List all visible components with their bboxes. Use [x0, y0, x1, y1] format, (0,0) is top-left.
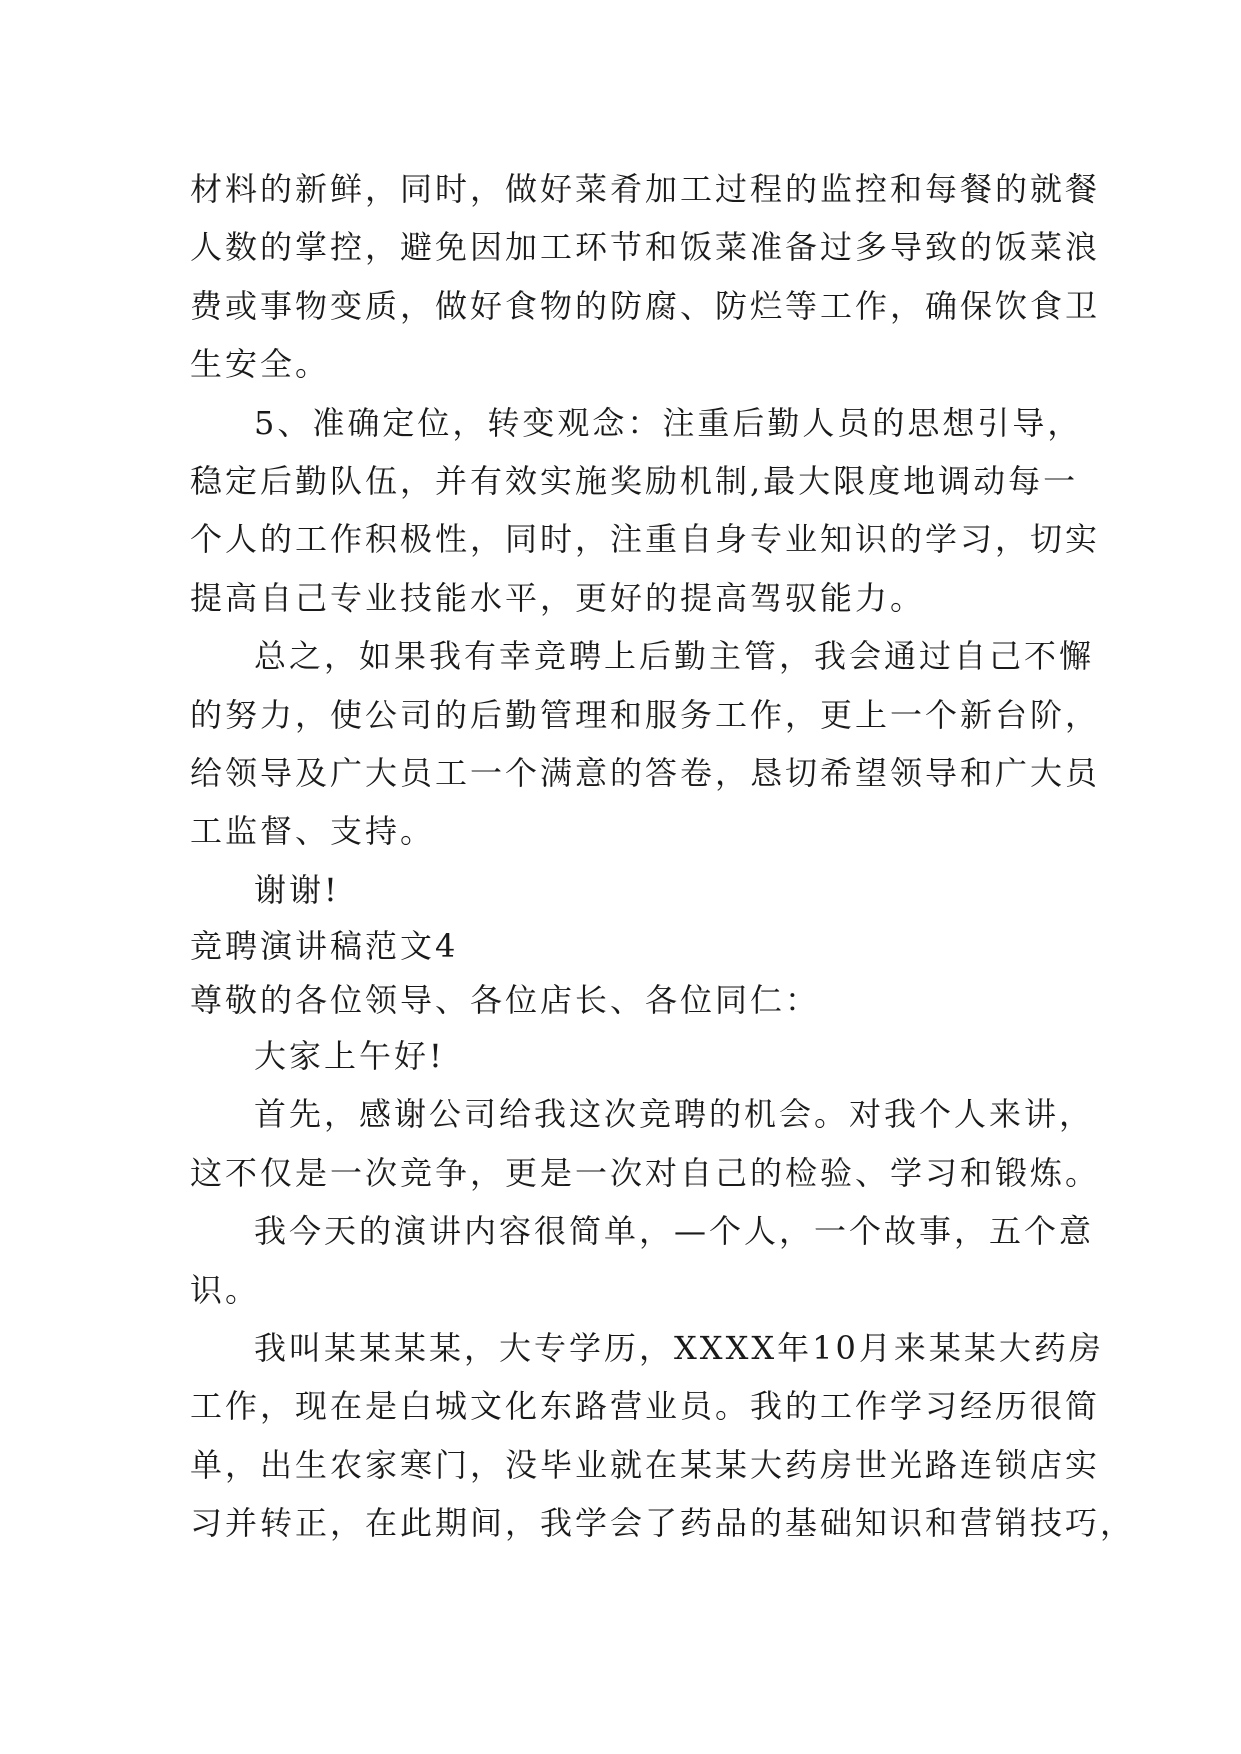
- document-body: [190, 160, 1136, 1553]
- paragraph-line: 5、准确定位，转变观念：注重后勤人员的思想引导，: [254, 403, 1083, 442]
- paragraph-line: 首先，感谢公司给我这次竞聘的机会。对我个人来讲，: [254, 1095, 1095, 1134]
- paragraph-line: 人数的掌控，避免因加工环节和饭菜准备过多导致的饭菜浪: [190, 228, 1101, 267]
- paragraph-line: 材料的新鲜，同时，做好菜肴加工过程的监控和每餐的就餐: [190, 170, 1101, 208]
- heading-line: 尊敬的各位领导、各位店长、各位同仁：: [190, 981, 821, 1020]
- paragraph-line: 工监督、支持。: [190, 812, 436, 851]
- paragraph-line: 识。: [190, 1270, 261, 1309]
- paragraph-line: 习并转正，在此期间，我学会了药品的基础知识和营销技巧，: [190, 1504, 1136, 1543]
- paragraph-line: 谢谢!: [254, 870, 340, 909]
- paragraph-line: 稳定后勤队伍，并有效实施奖励机制,最大限度地调动每一: [190, 461, 1079, 500]
- paragraph-line: 生安全。: [190, 345, 331, 384]
- paragraph-line: 个人的工作积极性，同时，注重自身专业知识的学习，切实: [190, 520, 1101, 559]
- paragraph-line: 我今天的演讲内容很简单，—个人，一个故事，五个意: [254, 1212, 1095, 1251]
- paragraph-line: 我叫某某某某，大专学历，XXXX年10月来某某大药房: [254, 1329, 1104, 1368]
- paragraph-line: 这不仅是一次竞争，更是一次对自己的检验、学习和锻炼。: [190, 1153, 1101, 1192]
- heading-line: 竞聘演讲稿范文4: [190, 927, 459, 966]
- paragraph-line: 工作，现在是白城文化东路营业员。我的工作学习经历很简: [190, 1387, 1101, 1426]
- paragraph-line: 的努力，使公司的后勤管理和服务工作，更上一个新台阶，: [190, 695, 1101, 734]
- paragraph-line: 提高自己专业技能水平，更好的提高驾驭能力。: [190, 578, 926, 617]
- paragraph-line: 单，出生农家寒门，没毕业就在某某大药房世光路连锁店实: [190, 1445, 1101, 1484]
- paragraph-line: 总之，如果我有幸竞聘上后勤主管，我会通过自己不懈: [254, 637, 1095, 676]
- paragraph-line: 大家上午好!: [254, 1037, 445, 1076]
- paragraph-line: 费或事物变质，做好食物的防腐、防烂等工作，确保饮食卫: [190, 286, 1101, 325]
- paragraph-line: 给领导及广大员工一个满意的答卷，恳切希望领导和广大员: [190, 753, 1101, 792]
